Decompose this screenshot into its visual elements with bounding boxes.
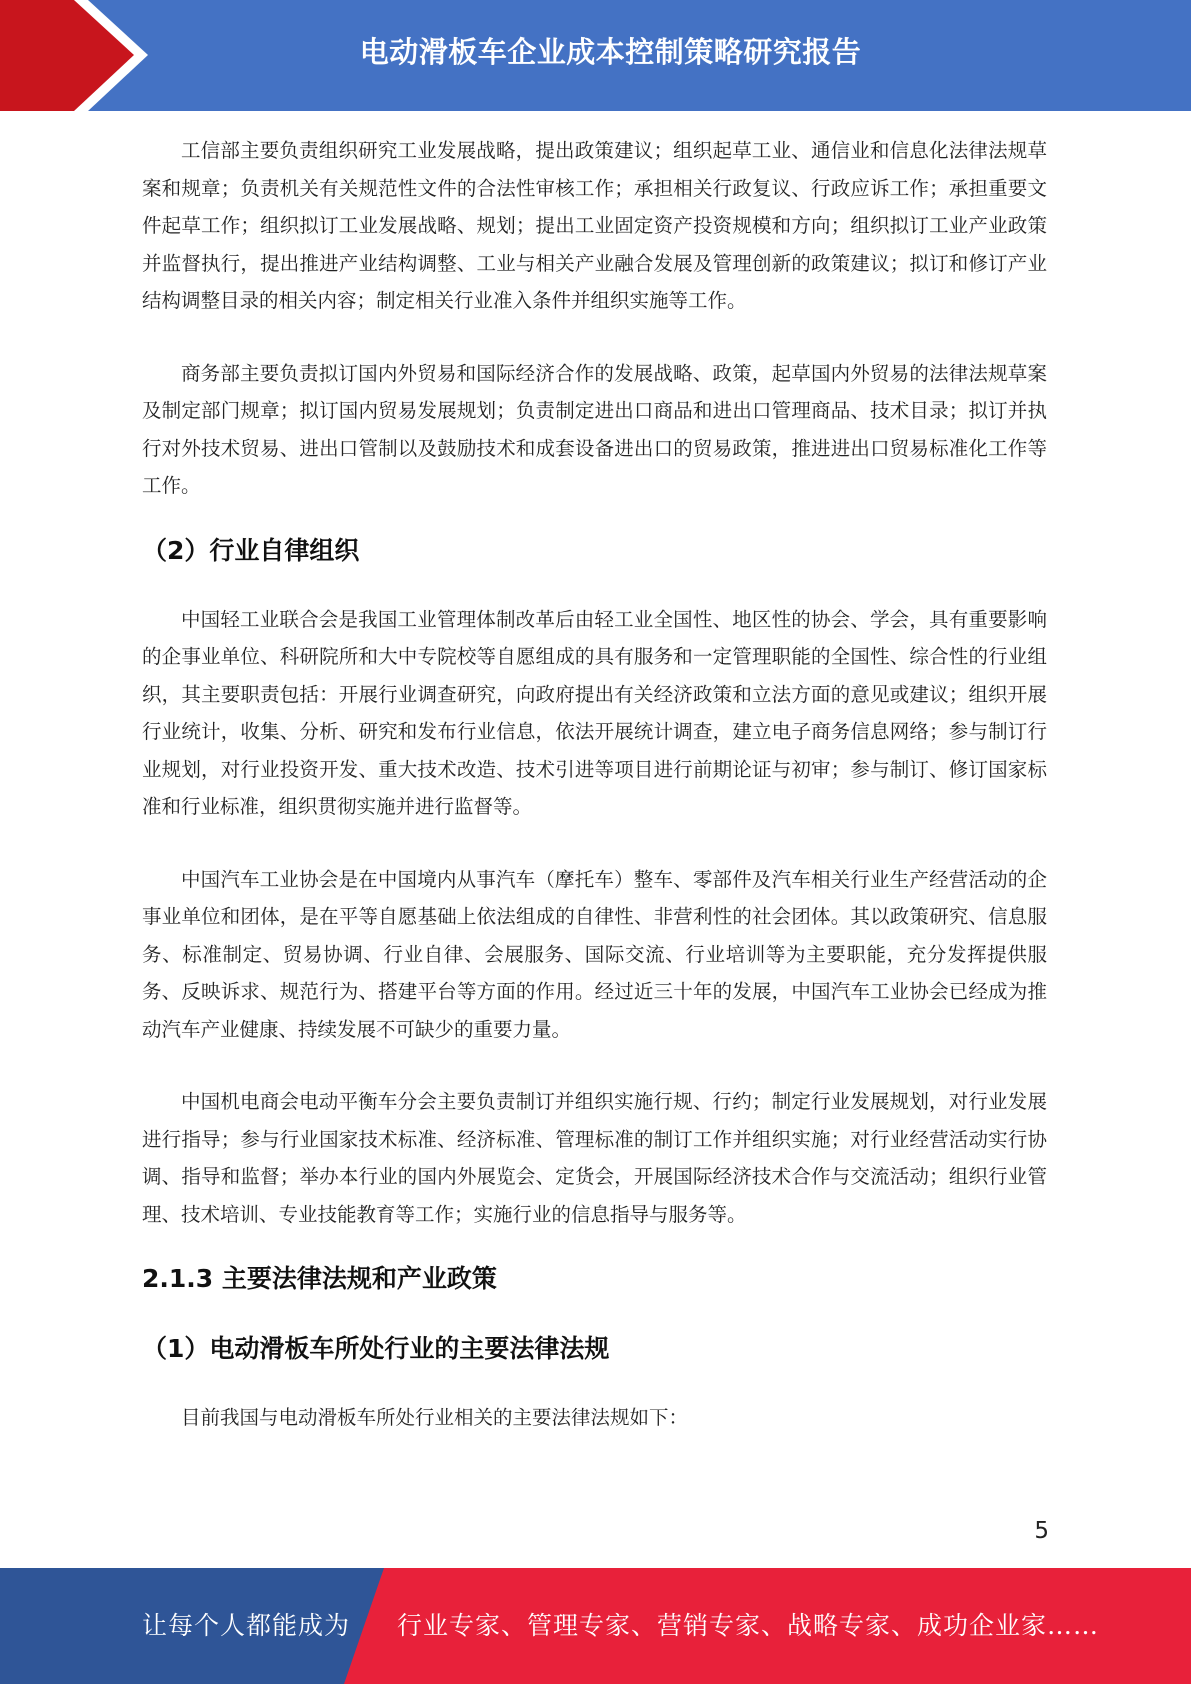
heading-main-laws: （1）电动滑板车所处行业的主要法律法规	[142, 1334, 610, 1363]
footer-banner	[0, 1568, 1191, 1684]
page-number: 5	[1034, 1518, 1049, 1544]
paragraph-laws-intro: 目前我国与电动滑板车所处行业相关的主要法律法规如下：	[181, 1406, 689, 1429]
paragraph-caam: 中国汽车工业协会是在中国境内从事汽车（摩托车）整车、零部件及汽车相关行业生产经营活动的企事业单位和团体，是在平等自愿基础上依法组成的自律性、非营利性的社会团体。其以政策研究、信息服务、标准制定、贸易协调、行业自律、会展服务、国际交流、行业培训等为主要职能，充分发挥提供服务、反映诉求、规范行为、搭建平台等方面的作用。经过近三十年的发展，中国汽车工业协会已经成为推动汽车产业健康、持续发展不可缺少的重要力量。	[142, 867, 1047, 1041]
paragraph-mofcom: 商务部主要负责拟订国内外贸易和国际经济合作的发展战略、政策，起草国内外贸易的法律法规草案及制定部门规章；拟订国内贸易发展规划；负责制定进出口商品和进出口管理商品、技术目录；拟订并执行对外技术贸易、进出口管制以及鼓励技术和成套设备进出口的贸易政策，推进进出口贸易标准化工作等工作。	[142, 361, 1047, 497]
heading-self-regulatory-orgs: （2）行业自律组织	[142, 535, 360, 565]
header-banner	[0, 0, 1191, 111]
main-content	[142, 132, 1047, 1437]
report-title: 电动滑板车企业成本控制策略研究报告	[359, 35, 862, 69]
heading-section-2-1-3: 2.1.3 主要法律法规和产业政策	[142, 1264, 497, 1293]
paragraph-cccme-branch: 中国机电商会电动平衡车分会主要负责制订并组织实施行规、行约；制定行业发展规划，对行业发展进行指导；参与行业国家技术标准、经济标准、管理标准的制订工作并组织实施；对行业经营活动实行协调、指导和监督；举办本行业的国内外展览会、定货会，开展国际经济技术合作与交流活动；组织行业管理、技术培训、专业技能教育等工作；实施行业的信息指导与服务等。	[142, 1090, 1047, 1226]
footer-slogan-left: 让每个人都能成为	[142, 1611, 351, 1640]
paragraph-light-industry-federation: 中国轻工业联合会是我国工业管理体制改革后由轻工业全国性、地区性的协会、学会，具有重要影响的企事业单位、科研院所和大中专院校等自愿组成的具有服务和一定管理职能的全国性、综合性的行业组织，其主要职责包括：开展行业调查研究，向政府提出有关经济政策和立法方面的意见或建议；组织开展行业统计，收集、分析、研究和发布行业信息，依法开展统计调查，建立电子商务信息网络；参与制订行业规划，对行业投资开发、重大技术改造、技术引进等项目进行前期论证与初审；参与制订、修订国家标准和行业标准，组织贯彻实施并进行监督等。	[142, 607, 1047, 818]
paragraph-miit: 工信部主要负责组织研究工业发展战略，提出政策建议；组织起草工业、通信业和信息化法律法规草案和规章；负责机关有关规范性文件的合法性审核工作；承担相关行政复议、行政应诉工作；承担重要文件起草工作；组织拟订工业发展战略、规划；提出工业固定资产投资规模和方向；组织拟订工业产业政策并监督执行，提出推进产业结构调整、工业与相关产业融合发展及管理创新的政策建议；拟订和修订产业结构调整目录的相关内容；制定相关行业准入条件并组织实施等工作。	[142, 139, 1047, 312]
footer-slogan-right: 行业专家、管理专家、营销专家、战略专家、成功企业家……	[397, 1611, 1100, 1640]
